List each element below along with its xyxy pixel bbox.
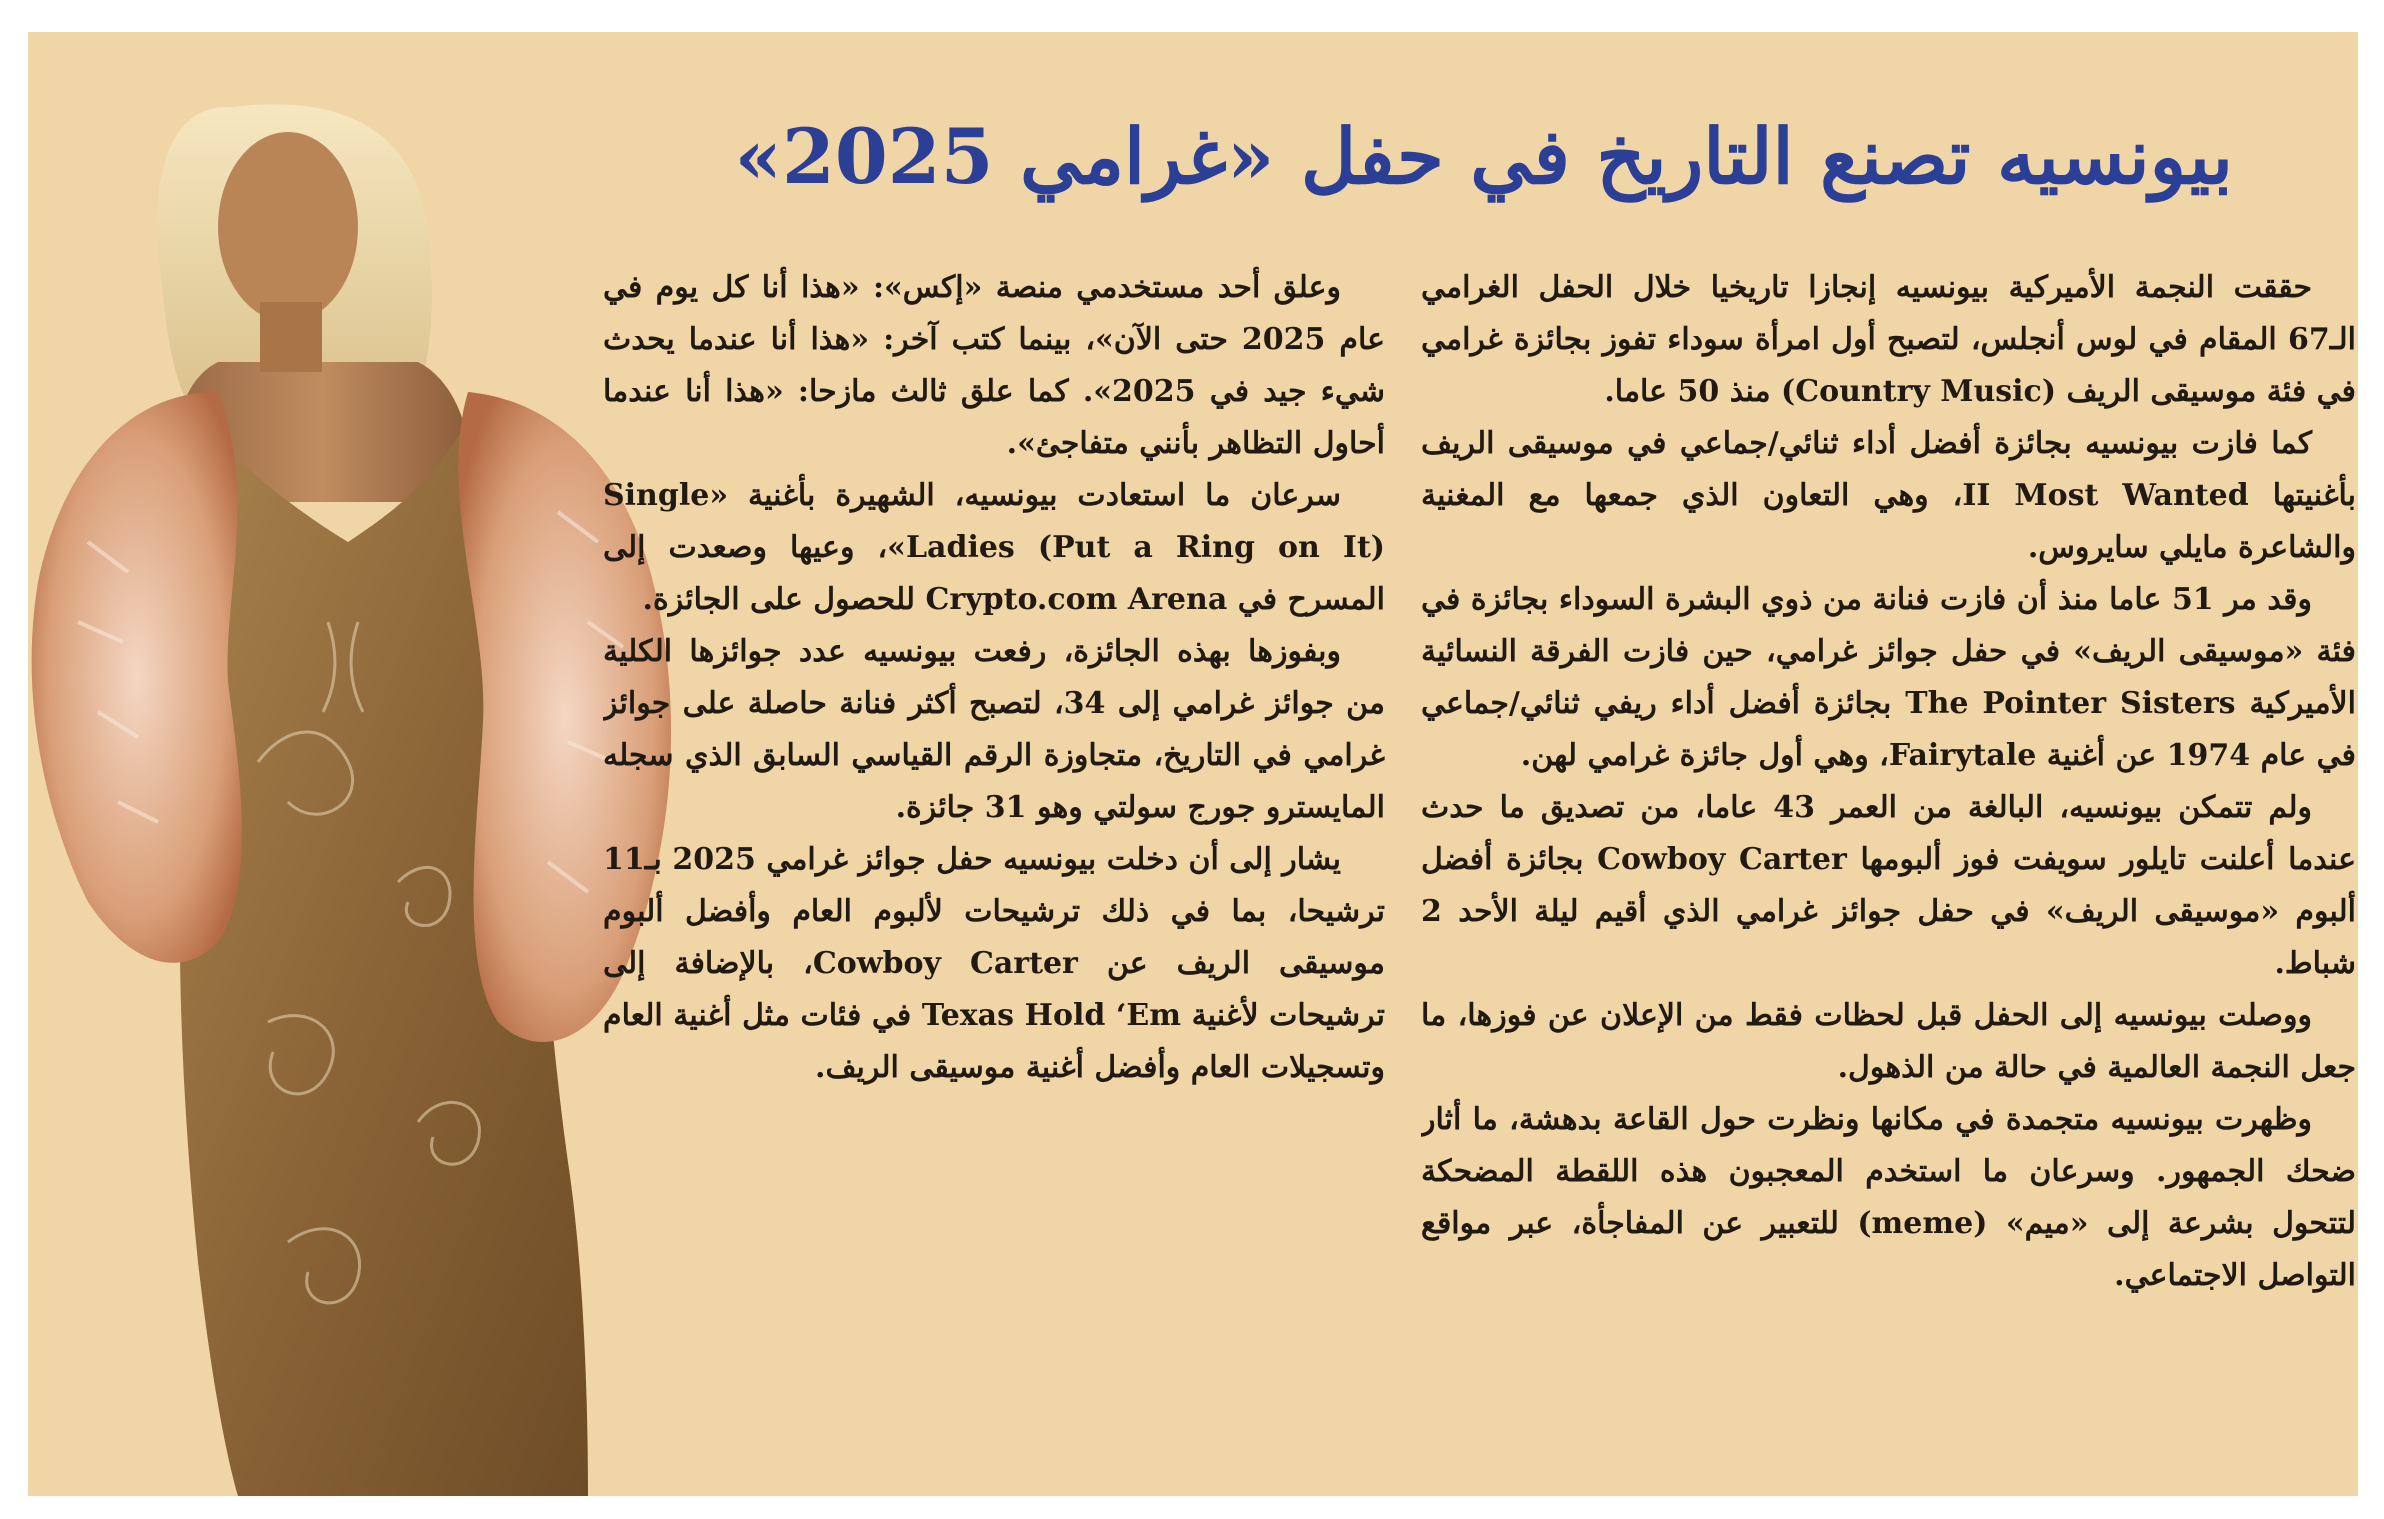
- article-paragraph: وقد مر 51 عاما منذ أن فازت فنانة من ذوي البشرة السوداء بجائزة في فئة «موسيقى الريف» في حفل جوائز غرامي، حين فازت الفرقة النسائية الأميركية The Pointer Sisters بجائزة أفضل أداء ريفي ثنائي/جماعي في عام 1974 عن أغنية Fairytale، وهي أول جائزة غرامي لهن.: [1421, 582, 2356, 773]
- newspaper-page: [28, 32, 2358, 1496]
- article-paragraph: حققت النجمة الأميركية بيونسيه إنجازا تاريخيا خلال الحفل الغرامي الـ67 المقام في لوس أنجلس، لتصبح أول امرأة سوداء تفوز بجائزة غرامي في فئة موسيقى الريف (Country Music) منذ 50 عاما.: [1421, 270, 2356, 409]
- article-column-right: [1421, 262, 2356, 1482]
- article-paragraph: يشار إلى أن دخلت بيونسيه حفل جوائز غرامي 2025 بـ11 ترشيحا، بما في ذلك ترشيحات لألبوم العام وأفضل ألبوم موسيقى الريف عن Cowboy Carter، بالإضافة إلى ترشيحات لأغنية Texas Hold ‘Em في فئات مثل أغنية العام وتسجيلات العام وأفضل أغنية موسيقى الريف.: [603, 842, 1385, 1085]
- article-paragraph: سرعان ما استعادت بيونسيه، الشهيرة بأغنية «Single Ladies (Put a Ring on It)»، وعيها وصعدت إلى المسرح في Crypto.com Arena للحصول على الجائزة.: [603, 478, 1385, 617]
- article-paragraph: ولم تتمكن بيونسيه، البالغة من العمر 43 عاما، من تصديق ما حدث عندما أعلنت تايلور سويفت فوز ألبومها Cowboy Carter بجائزة أفضل ألبوم «موسيقى الريف» في حفل جوائز غرامي الذي أقيم ليلة الأحد 2 شباط.: [1421, 790, 2356, 981]
- article-paragraph: كما فازت بيونسيه بجائزة أفضل أداء ثنائي/جماعي في موسيقى الريف بأغنيتها II Most Wanted، وهي التعاون الذي جمعها مع المغنية والشاعرة مايلي سايروس.: [1421, 426, 2356, 565]
- article-paragraph: وعلق أحد مستخدمي منصة «إكس»: «هذا أنا كل يوم في عام 2025 حتى الآن»، بينما كتب آخر: «هذا أنا عندما يحدث شيء جيد في 2025». كما علق ثالث مازحا: «هذا أنا عندما أحاول التظاهر بأنني متفاجئ».: [603, 270, 1385, 461]
- article-paragraph: ووصلت بيونسيه إلى الحفل قبل لحظات فقط من الإعلان عن فوزها، ما جعل النجمة العالمية في حالة من الذهول.: [1421, 998, 2356, 1085]
- article-headline: بيونسيه تصنع التاريخ في حفل «غرامي 2025»: [734, 112, 2233, 201]
- article-column-left: [603, 262, 1385, 1482]
- article-paragraph: وبفوزها بهذه الجائزة، رفعت بيونسيه عدد جوائزها الكلية من جوائز غرامي إلى 34، لتصبح أكثر فنانة حاصلة على جوائز غرامي في التاريخ، متجاوزة الرقم القياسي السابق الذي سجله المايسترو جورج سولتي وهو 31 جائزة.: [603, 634, 1385, 825]
- article-paragraph: وظهرت بيونسيه متجمدة في مكانها ونظرت حول القاعة بدهشة، ما أثار ضحك الجمهور. وسرعان ما استخدم المعجبون هذه اللقطة المضحكة لتتحول بشرعة إلى «ميم» (meme) للتعبير عن المفاجأة، عبر مواقع التواصل الاجتماعي.: [1421, 1102, 2356, 1293]
